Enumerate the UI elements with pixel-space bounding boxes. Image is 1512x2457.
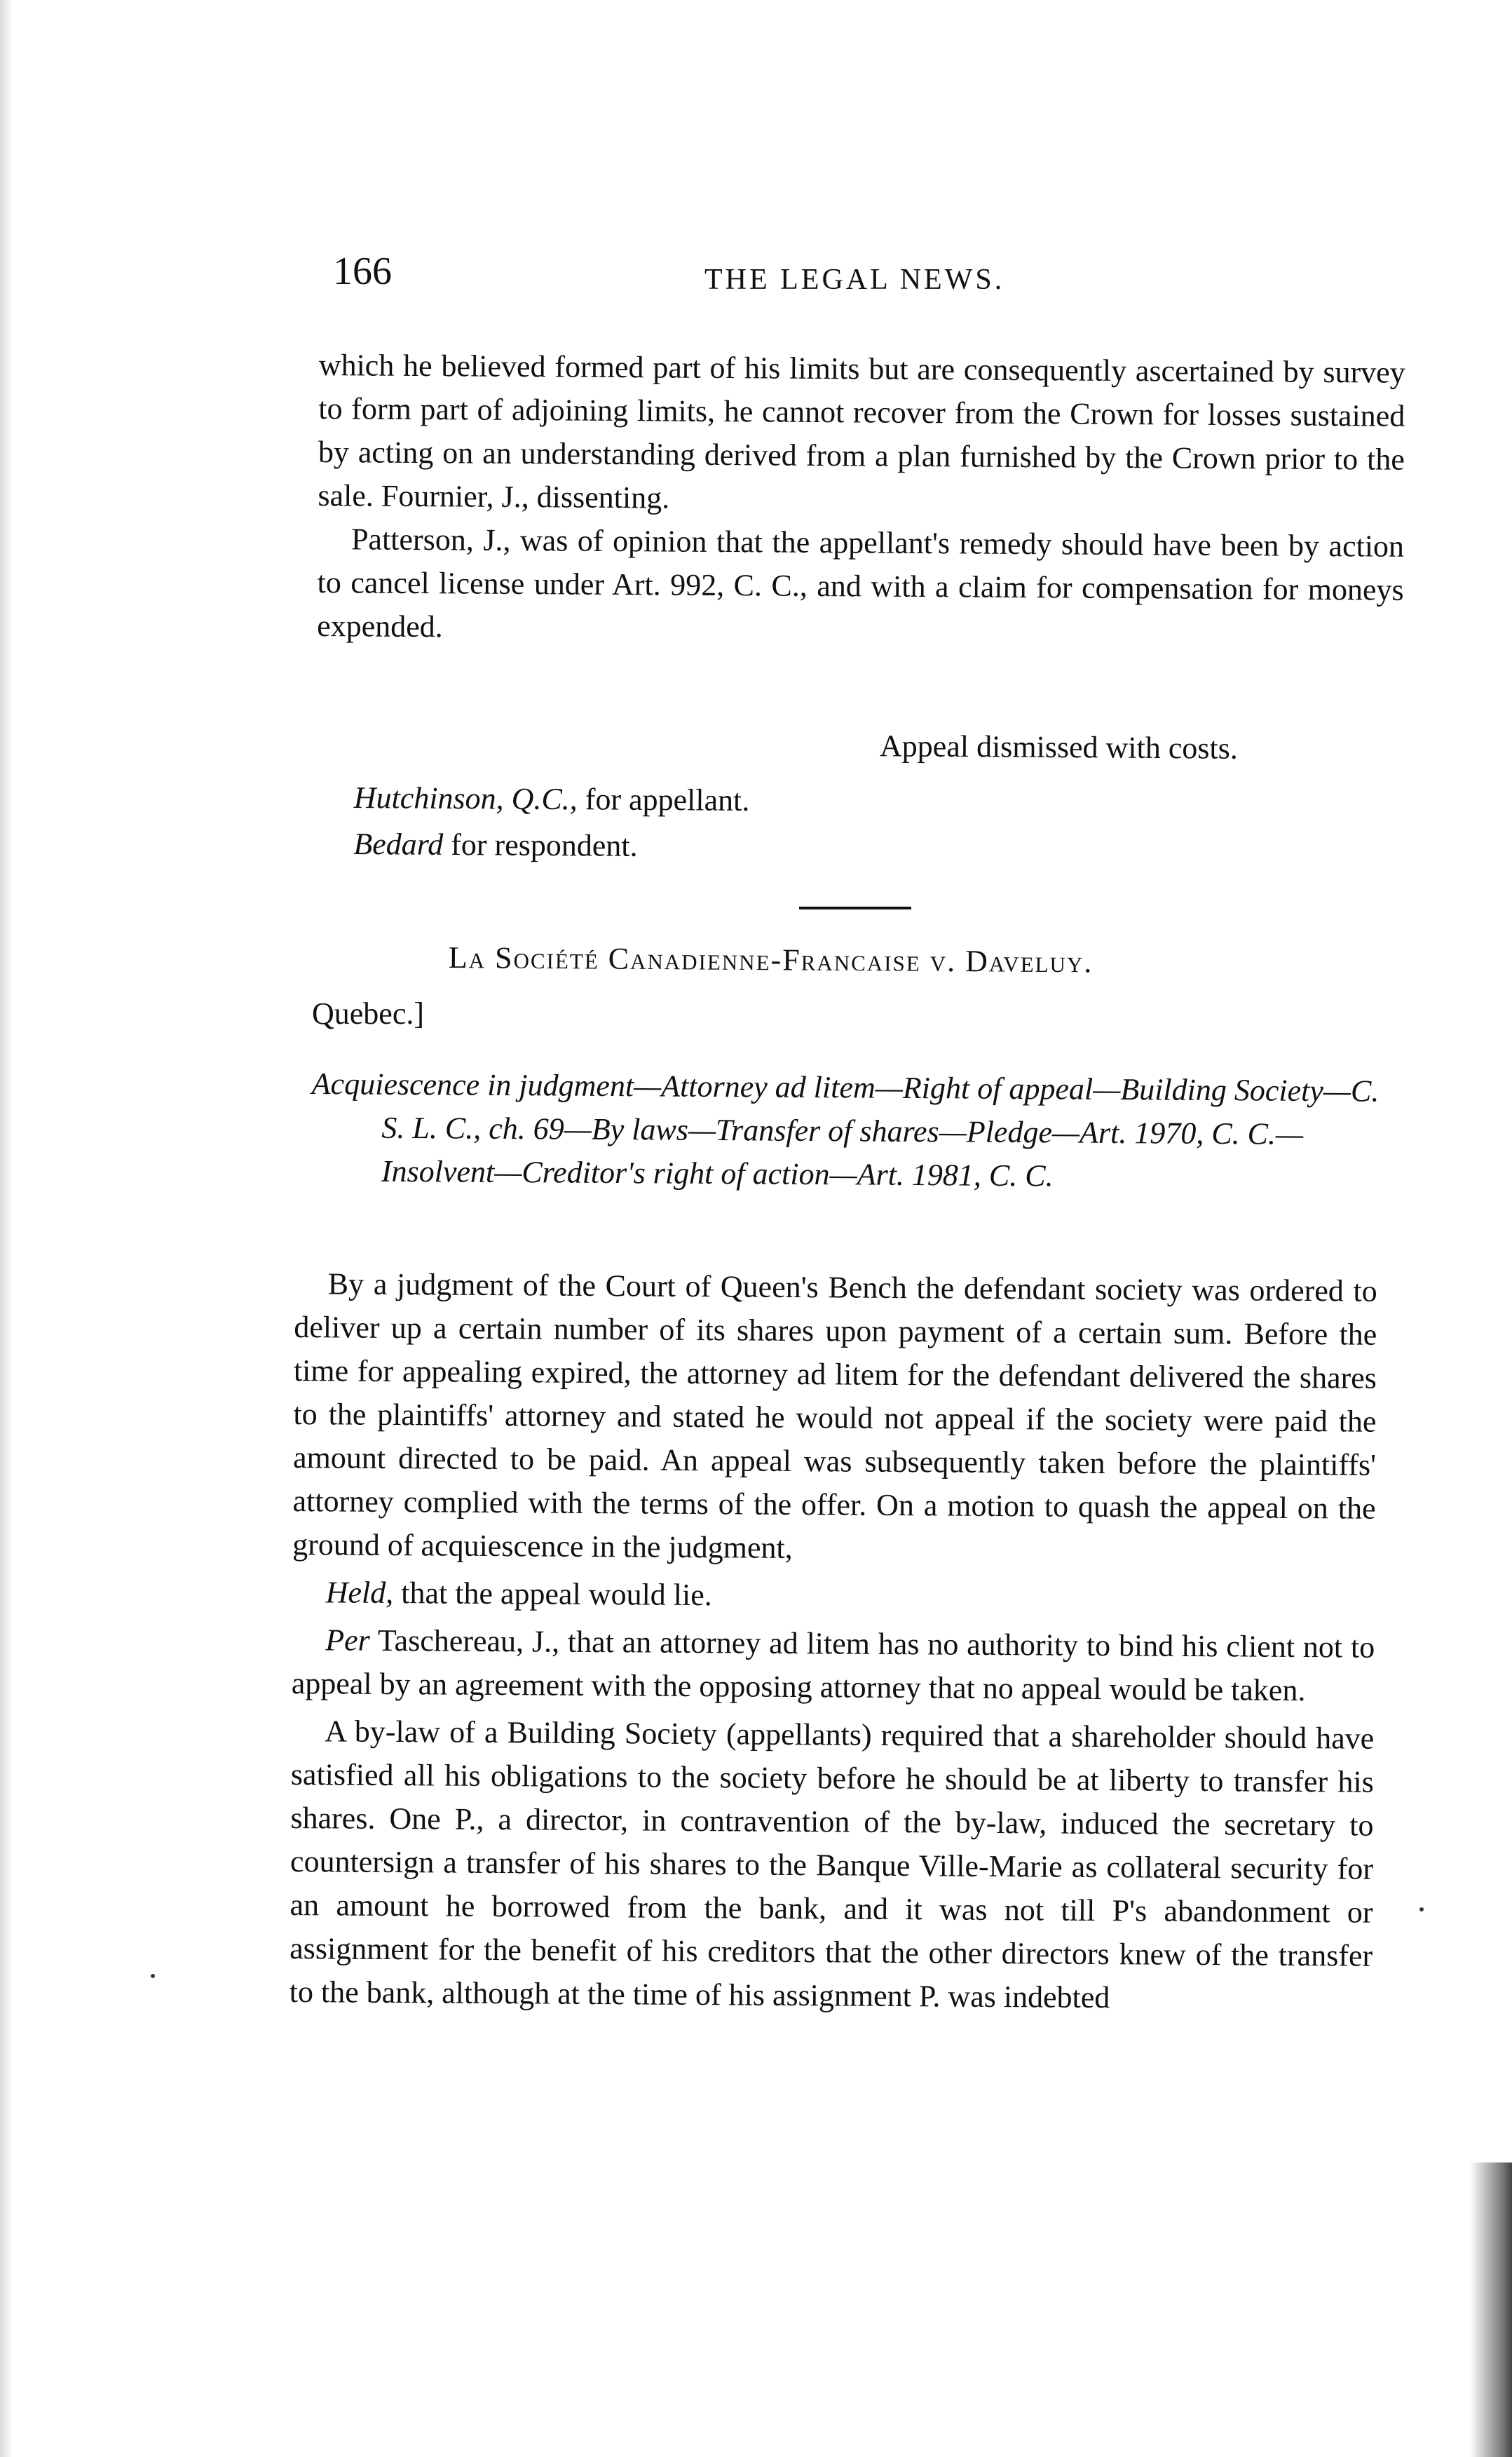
case-paragraph1: By a judgment of the Court of Queen's Bench the defendant society was ordered to deliver up a certain number of its shares upon payment of a certain sum. Before the time for appealing expired, the attorney ad litem for the defendant delivered the shares to the plaintiffs' attorney and stated he would not appeal if the society were paid the amount directed to be paid. An appeal was subsequently taken before the plaintiffs' attorney complied with the terms of the offer. On a motion to quash the appeal on the ground of acquiescence in the judgment,	[292, 1266, 1377, 1565]
headnote-text: Acquiescence in judgment—Attorney ad litem—Right of appeal—Building Society—C. S. L. C., ch. 69—By laws—Transfer of shares—Pledge—Art. 1970, C. C.—Insolvent—Creditor's right of action—Art. 1981, C. C.	[311, 1066, 1380, 1193]
page-binding-shadow	[1470, 2162, 1512, 2457]
per-text: Taschereau, J., that an attorney ad litem has no authority to bind his client not to appeal by an agreement with the opposing attorney that no appeal would be taken.	[291, 1623, 1375, 1708]
counsel-block	[353, 775, 749, 870]
per-label: Per	[325, 1623, 370, 1658]
print-speck	[151, 1974, 155, 1978]
case-body	[289, 1262, 1377, 2026]
counsel-respondent-role: for respondent.	[443, 827, 638, 863]
counsel-appellant-name: Hutchinson, Q.C.,	[353, 780, 578, 817]
court-label: Quebec.]	[312, 996, 425, 1031]
headnote	[311, 1062, 1405, 1200]
per-paragraph	[292, 1618, 1375, 1713]
case-title: La Société Canadienne-Francaise v. Daveluy.	[448, 940, 1094, 980]
section1-paragraph1: which he believed formed part of his limits but are consequently ascertained by survey to form part of adjoining limits, he cannot recover from the Crown for losses sustained by acting on an understanding derived from a plan furnished by the Crown prior to the sale. Fournier, J., dissenting.	[318, 347, 1405, 515]
running-head: THE LEGAL NEWS.	[704, 264, 1005, 296]
disposition: Appeal dismissed with costs.	[879, 729, 1239, 766]
counsel-appellant-role: for appellant.	[577, 782, 750, 818]
section-divider	[799, 907, 911, 909]
held-paragraph	[292, 1571, 1375, 1622]
section1-paragraph2: Patterson, J., was of opinion that the appellant's remedy should have been by action to cancel license under Art. 992, C. C., and with a claim for compensation for moneys expended.	[317, 522, 1405, 644]
counsel-respondent-name: Bedard	[353, 826, 444, 862]
section1-body	[317, 344, 1405, 656]
counsel-appellant	[354, 775, 750, 824]
page-left-edge	[0, 0, 13, 2457]
page-header	[333, 249, 1426, 305]
held-label: Held,	[325, 1575, 394, 1610]
held-text: that the appeal would lie.	[393, 1575, 712, 1613]
page-number: 166	[333, 250, 392, 293]
case-paragraph2: A by-law of a Building Society (appellants) required that a shareholder should have satisfied all his obligations to the society before he should be at liberty to transfer his shares. One P., a director, in contravention of the by-law, induced the secretary to countersign a transfer of his shares to the Banque Ville-Marie as collateral security for an amount he borrowed from the bank, and it was not till P's abandonment or assignment for the benefit of his creditors that the other directors knew of the transfer to the bank, although at the time of his assignment P. was indebted	[289, 1714, 1375, 2015]
counsel-respondent	[353, 821, 749, 870]
print-speck	[1419, 1907, 1424, 1911]
